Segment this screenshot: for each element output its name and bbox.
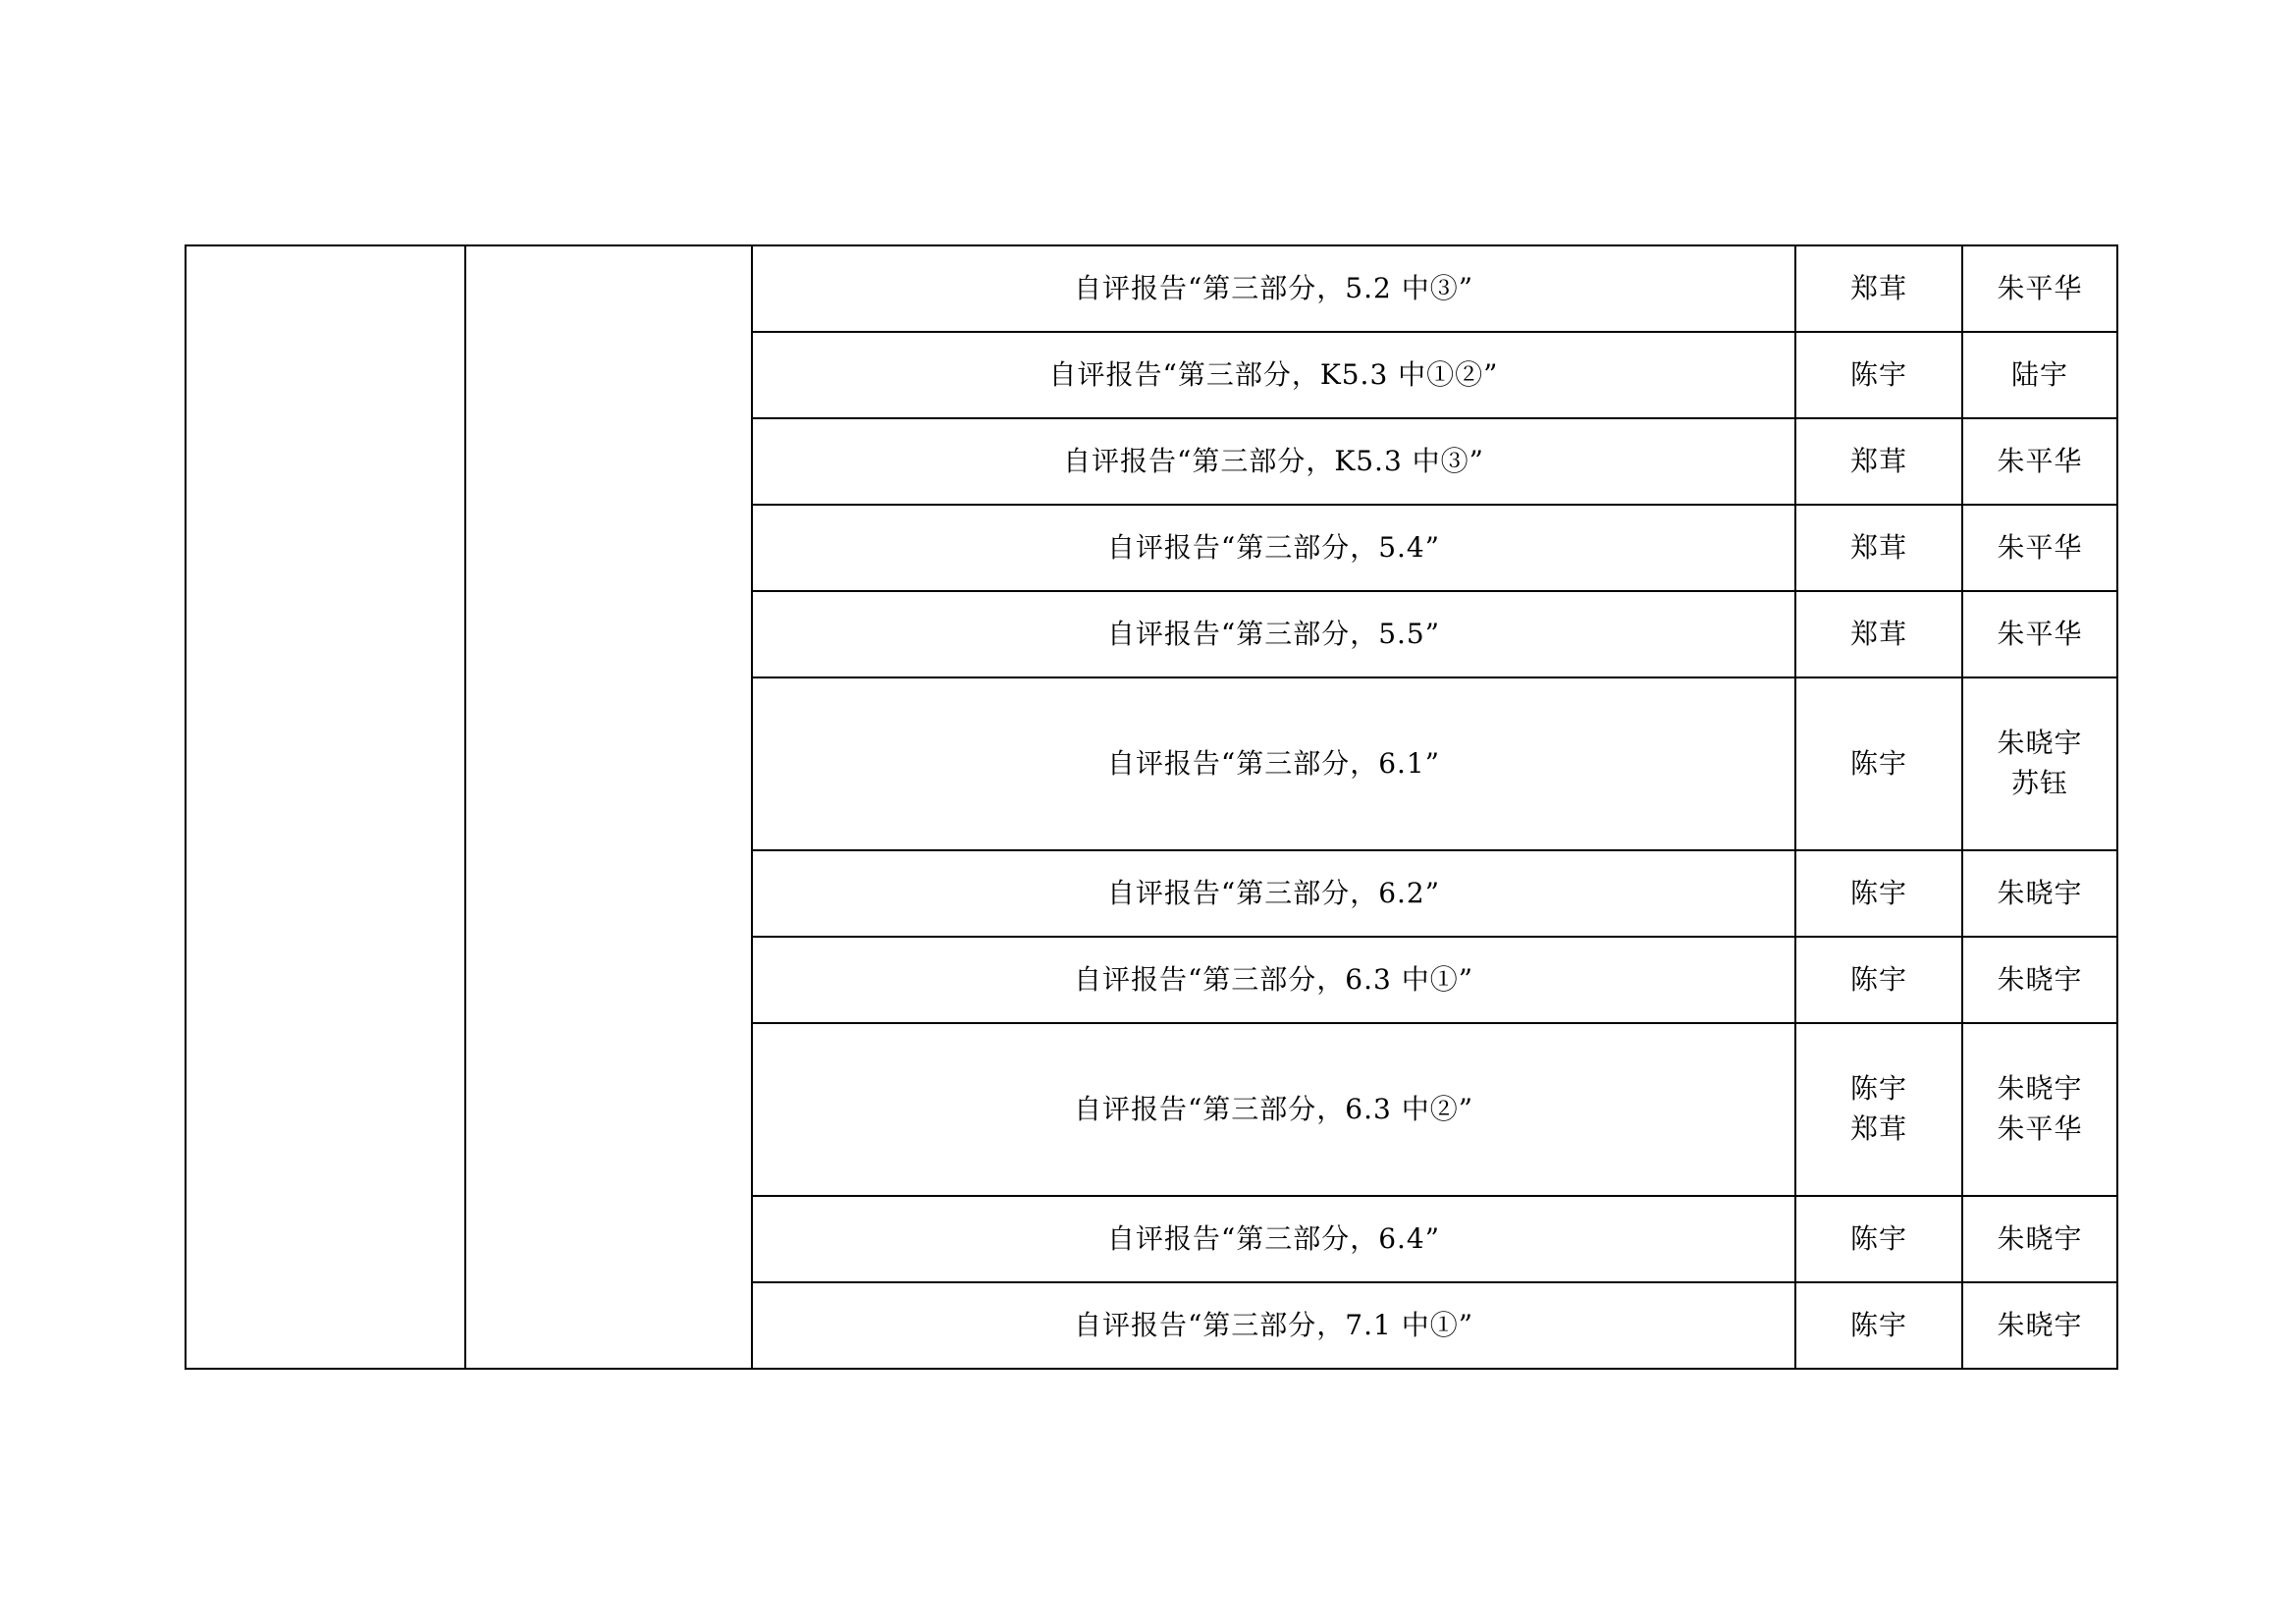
reviewer-name: 郑茸	[1849, 530, 1907, 564]
owner-name: 朱晓宇	[1997, 1221, 2083, 1255]
reviewer-cell	[1795, 677, 1962, 850]
material-name-cell: 自评报告“第三部分，6.3 中①”	[752, 937, 1795, 1023]
material-name-cell: 自评报告“第三部分，5.5”	[752, 591, 1795, 677]
reviewer-name: 陈宇	[1849, 1308, 1907, 1341]
owner-name: 朱平华	[1997, 1112, 2083, 1145]
reviewer-cell	[1795, 245, 1962, 332]
reviewer-cell	[1795, 1282, 1962, 1369]
reviewer-cell	[1795, 418, 1962, 505]
owner-cell	[1962, 850, 2117, 937]
owner-cell	[1962, 505, 2117, 591]
reviewer-name: 郑茸	[1849, 1112, 1907, 1145]
owner-cell	[1962, 591, 2117, 677]
material-name-cell: 自评报告“第三部分，5.4”	[752, 505, 1795, 591]
reviewer-name: 陈宇	[1849, 876, 1907, 909]
reviewer-name: 郑茸	[1849, 271, 1907, 304]
reviewer-name: 郑茸	[1849, 617, 1907, 650]
table-row	[186, 245, 2117, 332]
owner-cell	[1962, 1282, 2117, 1369]
owner-cell	[1962, 1196, 2117, 1282]
reviewer-name: 陈宇	[1849, 1221, 1907, 1255]
owner-name: 朱平华	[1997, 617, 2083, 650]
reviewer-cell	[1795, 591, 1962, 677]
owner-name: 朱平华	[1997, 271, 2083, 304]
reviewer-name: 陈宇	[1849, 962, 1907, 996]
material-name-cell: 自评报告“第三部分，7.1 中①”	[752, 1282, 1795, 1369]
reviewer-name: 陈宇	[1849, 746, 1907, 780]
reviewer-cell	[1795, 1023, 1962, 1196]
table-body	[186, 245, 2117, 1369]
material-name-cell: 自评报告“第三部分，5.2 中③”	[752, 245, 1795, 332]
table-container	[185, 244, 2116, 1370]
material-name-cell: 自评报告“第三部分，K5.3 中①②”	[752, 332, 1795, 418]
owner-name: 朱晓宇	[1997, 1072, 2083, 1106]
owner-cell	[1962, 1023, 2117, 1196]
owner-name: 苏钰	[2010, 767, 2068, 799]
materials-table	[185, 244, 2118, 1370]
owner-name: 朱晓宇	[1997, 1308, 2083, 1341]
material-name-cell: 自评报告“第三部分，6.3 中②”	[752, 1023, 1795, 1196]
owner-name: 朱晓宇	[1997, 876, 2083, 909]
reviewer-cell	[1795, 937, 1962, 1023]
reviewer-cell	[1795, 332, 1962, 418]
reviewer-name: 陈宇	[1849, 1072, 1907, 1106]
material-name-cell: 自评报告“第三部分，6.1”	[752, 677, 1795, 850]
subcategory-cell	[465, 245, 752, 1369]
owner-cell	[1962, 937, 2117, 1023]
reviewer-cell	[1795, 505, 1962, 591]
owner-cell	[1962, 677, 2117, 850]
material-name-cell: 自评报告“第三部分，K5.3 中③”	[752, 418, 1795, 505]
material-name-cell: 自评报告“第三部分，6.4”	[752, 1196, 1795, 1282]
reviewer-name: 陈宇	[1849, 357, 1907, 391]
owner-cell	[1962, 418, 2117, 505]
owner-cell	[1962, 245, 2117, 332]
material-name-cell: 自评报告“第三部分，6.2”	[752, 850, 1795, 937]
reviewer-cell	[1795, 1196, 1962, 1282]
owner-name: 朱平华	[1997, 530, 2083, 564]
reviewer-cell	[1795, 850, 1962, 937]
owner-name: 朱晓宇	[1997, 962, 2083, 996]
owner-name: 陆宇	[2010, 357, 2068, 391]
owner-name: 朱平华	[1997, 444, 2083, 477]
reviewer-name: 郑茸	[1849, 444, 1907, 477]
owner-cell	[1962, 332, 2117, 418]
owner-name: 朱晓宇	[1997, 727, 2083, 760]
category-cell	[186, 245, 465, 1369]
